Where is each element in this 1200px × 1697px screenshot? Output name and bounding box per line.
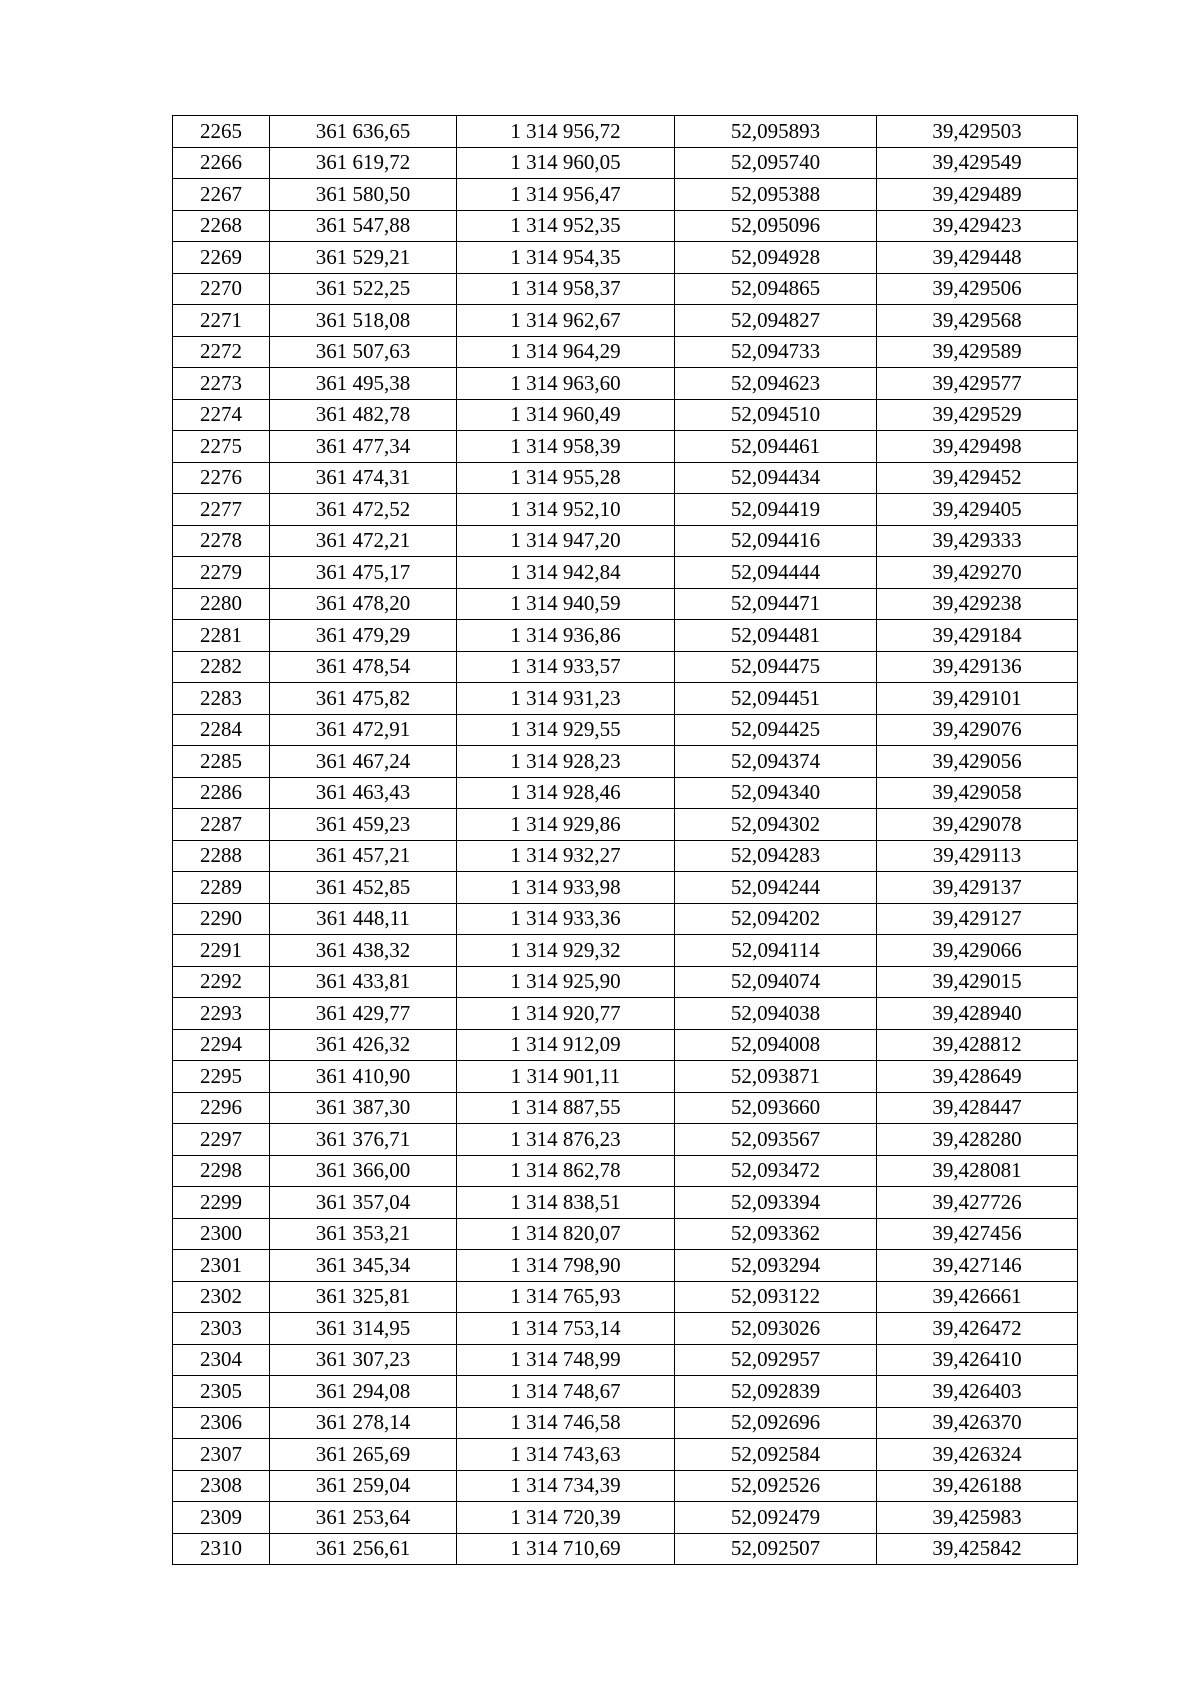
x-coordinate-cell: 361 314,95 bbox=[270, 1313, 457, 1345]
latitude-cell: 52,094510 bbox=[675, 399, 877, 431]
latitude-cell: 52,094202 bbox=[675, 903, 877, 935]
x-coordinate-cell: 361 307,23 bbox=[270, 1344, 457, 1376]
y-coordinate-cell: 1 314 862,78 bbox=[457, 1155, 675, 1187]
point-number-cell: 2284 bbox=[173, 714, 270, 746]
point-number-cell: 2279 bbox=[173, 557, 270, 589]
x-coordinate-cell: 361 376,71 bbox=[270, 1124, 457, 1156]
table-row bbox=[173, 1407, 1078, 1439]
x-coordinate-cell: 361 478,54 bbox=[270, 651, 457, 683]
table-row bbox=[173, 1344, 1078, 1376]
latitude-cell: 52,094865 bbox=[675, 273, 877, 305]
x-coordinate-cell: 361 426,32 bbox=[270, 1029, 457, 1061]
longitude-cell: 39,426410 bbox=[877, 1344, 1078, 1376]
point-number-cell: 2269 bbox=[173, 242, 270, 274]
x-coordinate-cell: 361 345,34 bbox=[270, 1250, 457, 1282]
longitude-cell: 39,429136 bbox=[877, 651, 1078, 683]
longitude-cell: 39,429448 bbox=[877, 242, 1078, 274]
table-row bbox=[173, 1439, 1078, 1471]
latitude-cell: 52,094928 bbox=[675, 242, 877, 274]
table-row bbox=[173, 399, 1078, 431]
point-number-cell: 2276 bbox=[173, 462, 270, 494]
x-coordinate-cell: 361 265,69 bbox=[270, 1439, 457, 1471]
point-number-cell: 2296 bbox=[173, 1092, 270, 1124]
y-coordinate-cell: 1 314 947,20 bbox=[457, 525, 675, 557]
table-row bbox=[173, 966, 1078, 998]
latitude-cell: 52,093122 bbox=[675, 1281, 877, 1313]
table-row bbox=[173, 273, 1078, 305]
x-coordinate-cell: 361 477,34 bbox=[270, 431, 457, 463]
latitude-cell: 52,094471 bbox=[675, 588, 877, 620]
x-coordinate-cell: 361 366,00 bbox=[270, 1155, 457, 1187]
x-coordinate-cell: 361 482,78 bbox=[270, 399, 457, 431]
point-number-cell: 2278 bbox=[173, 525, 270, 557]
table-row bbox=[173, 1502, 1078, 1534]
x-coordinate-cell: 361 357,04 bbox=[270, 1187, 457, 1219]
x-coordinate-cell: 361 253,64 bbox=[270, 1502, 457, 1534]
table-row bbox=[173, 1029, 1078, 1061]
x-coordinate-cell: 361 475,17 bbox=[270, 557, 457, 589]
point-number-cell: 2289 bbox=[173, 872, 270, 904]
coordinates-table bbox=[172, 115, 1078, 1565]
y-coordinate-cell: 1 314 876,23 bbox=[457, 1124, 675, 1156]
latitude-cell: 52,094733 bbox=[675, 336, 877, 368]
y-coordinate-cell: 1 314 734,39 bbox=[457, 1470, 675, 1502]
longitude-cell: 39,429078 bbox=[877, 809, 1078, 841]
x-coordinate-cell: 361 472,91 bbox=[270, 714, 457, 746]
latitude-cell: 52,095096 bbox=[675, 210, 877, 242]
y-coordinate-cell: 1 314 954,35 bbox=[457, 242, 675, 274]
x-coordinate-cell: 361 636,65 bbox=[270, 116, 457, 148]
table-row bbox=[173, 746, 1078, 778]
point-number-cell: 2267 bbox=[173, 179, 270, 211]
point-number-cell: 2302 bbox=[173, 1281, 270, 1313]
point-number-cell: 2301 bbox=[173, 1250, 270, 1282]
longitude-cell: 39,429506 bbox=[877, 273, 1078, 305]
longitude-cell: 39,429113 bbox=[877, 840, 1078, 872]
y-coordinate-cell: 1 314 958,37 bbox=[457, 273, 675, 305]
table-row bbox=[173, 525, 1078, 557]
x-coordinate-cell: 361 529,21 bbox=[270, 242, 457, 274]
table-row bbox=[173, 242, 1078, 274]
longitude-cell: 39,428812 bbox=[877, 1029, 1078, 1061]
y-coordinate-cell: 1 314 952,35 bbox=[457, 210, 675, 242]
table-row bbox=[173, 1218, 1078, 1250]
y-coordinate-cell: 1 314 960,05 bbox=[457, 147, 675, 179]
y-coordinate-cell: 1 314 838,51 bbox=[457, 1187, 675, 1219]
y-coordinate-cell: 1 314 963,60 bbox=[457, 368, 675, 400]
x-coordinate-cell: 361 410,90 bbox=[270, 1061, 457, 1093]
table-row bbox=[173, 777, 1078, 809]
x-coordinate-cell: 361 472,52 bbox=[270, 494, 457, 526]
x-coordinate-cell: 361 619,72 bbox=[270, 147, 457, 179]
latitude-cell: 52,093026 bbox=[675, 1313, 877, 1345]
table-row bbox=[173, 683, 1078, 715]
point-number-cell: 2288 bbox=[173, 840, 270, 872]
longitude-cell: 39,425842 bbox=[877, 1533, 1078, 1565]
longitude-cell: 39,427456 bbox=[877, 1218, 1078, 1250]
table-row bbox=[173, 903, 1078, 935]
x-coordinate-cell: 361 580,50 bbox=[270, 179, 457, 211]
point-number-cell: 2310 bbox=[173, 1533, 270, 1565]
longitude-cell: 39,427146 bbox=[877, 1250, 1078, 1282]
longitude-cell: 39,426324 bbox=[877, 1439, 1078, 1471]
longitude-cell: 39,429529 bbox=[877, 399, 1078, 431]
latitude-cell: 52,095893 bbox=[675, 116, 877, 148]
x-coordinate-cell: 361 259,04 bbox=[270, 1470, 457, 1502]
table-row bbox=[173, 1187, 1078, 1219]
longitude-cell: 39,429137 bbox=[877, 872, 1078, 904]
table-row bbox=[173, 305, 1078, 337]
point-number-cell: 2285 bbox=[173, 746, 270, 778]
x-coordinate-cell: 361 452,85 bbox=[270, 872, 457, 904]
longitude-cell: 39,429127 bbox=[877, 903, 1078, 935]
longitude-cell: 39,429066 bbox=[877, 935, 1078, 967]
y-coordinate-cell: 1 314 933,57 bbox=[457, 651, 675, 683]
point-number-cell: 2297 bbox=[173, 1124, 270, 1156]
latitude-cell: 52,092479 bbox=[675, 1502, 877, 1534]
table-row bbox=[173, 651, 1078, 683]
y-coordinate-cell: 1 314 710,69 bbox=[457, 1533, 675, 1565]
x-coordinate-cell: 361 547,88 bbox=[270, 210, 457, 242]
x-coordinate-cell: 361 495,38 bbox=[270, 368, 457, 400]
point-number-cell: 2277 bbox=[173, 494, 270, 526]
latitude-cell: 52,094623 bbox=[675, 368, 877, 400]
point-number-cell: 2273 bbox=[173, 368, 270, 400]
point-number-cell: 2274 bbox=[173, 399, 270, 431]
point-number-cell: 2283 bbox=[173, 683, 270, 715]
table-row bbox=[173, 147, 1078, 179]
point-number-cell: 2286 bbox=[173, 777, 270, 809]
y-coordinate-cell: 1 314 958,39 bbox=[457, 431, 675, 463]
table-row bbox=[173, 935, 1078, 967]
x-coordinate-cell: 361 353,21 bbox=[270, 1218, 457, 1250]
x-coordinate-cell: 361 459,23 bbox=[270, 809, 457, 841]
point-number-cell: 2299 bbox=[173, 1187, 270, 1219]
point-number-cell: 2294 bbox=[173, 1029, 270, 1061]
longitude-cell: 39,429568 bbox=[877, 305, 1078, 337]
table-row bbox=[173, 1124, 1078, 1156]
longitude-cell: 39,426188 bbox=[877, 1470, 1078, 1502]
latitude-cell: 52,093362 bbox=[675, 1218, 877, 1250]
y-coordinate-cell: 1 314 955,28 bbox=[457, 462, 675, 494]
point-number-cell: 2309 bbox=[173, 1502, 270, 1534]
x-coordinate-cell: 361 472,21 bbox=[270, 525, 457, 557]
table-row bbox=[173, 1376, 1078, 1408]
y-coordinate-cell: 1 314 798,90 bbox=[457, 1250, 675, 1282]
longitude-cell: 39,429101 bbox=[877, 683, 1078, 715]
point-number-cell: 2275 bbox=[173, 431, 270, 463]
longitude-cell: 39,429489 bbox=[877, 179, 1078, 211]
latitude-cell: 52,094444 bbox=[675, 557, 877, 589]
x-coordinate-cell: 361 438,32 bbox=[270, 935, 457, 967]
latitude-cell: 52,094008 bbox=[675, 1029, 877, 1061]
table-row bbox=[173, 494, 1078, 526]
latitude-cell: 52,094434 bbox=[675, 462, 877, 494]
longitude-cell: 39,429423 bbox=[877, 210, 1078, 242]
y-coordinate-cell: 1 314 956,47 bbox=[457, 179, 675, 211]
table-row bbox=[173, 336, 1078, 368]
point-number-cell: 2303 bbox=[173, 1313, 270, 1345]
y-coordinate-cell: 1 314 912,09 bbox=[457, 1029, 675, 1061]
longitude-cell: 39,429015 bbox=[877, 966, 1078, 998]
y-coordinate-cell: 1 314 887,55 bbox=[457, 1092, 675, 1124]
point-number-cell: 2291 bbox=[173, 935, 270, 967]
y-coordinate-cell: 1 314 765,93 bbox=[457, 1281, 675, 1313]
table-row bbox=[173, 872, 1078, 904]
latitude-cell: 52,094302 bbox=[675, 809, 877, 841]
latitude-cell: 52,092839 bbox=[675, 1376, 877, 1408]
y-coordinate-cell: 1 314 940,59 bbox=[457, 588, 675, 620]
point-number-cell: 2282 bbox=[173, 651, 270, 683]
table-row bbox=[173, 557, 1078, 589]
latitude-cell: 52,092507 bbox=[675, 1533, 877, 1565]
point-number-cell: 2280 bbox=[173, 588, 270, 620]
longitude-cell: 39,426472 bbox=[877, 1313, 1078, 1345]
x-coordinate-cell: 361 278,14 bbox=[270, 1407, 457, 1439]
x-coordinate-cell: 361 448,11 bbox=[270, 903, 457, 935]
longitude-cell: 39,429238 bbox=[877, 588, 1078, 620]
table-row bbox=[173, 1155, 1078, 1187]
latitude-cell: 52,094416 bbox=[675, 525, 877, 557]
table-row bbox=[173, 1470, 1078, 1502]
longitude-cell: 39,428940 bbox=[877, 998, 1078, 1030]
longitude-cell: 39,428447 bbox=[877, 1092, 1078, 1124]
table-row bbox=[173, 179, 1078, 211]
x-coordinate-cell: 361 325,81 bbox=[270, 1281, 457, 1313]
x-coordinate-cell: 361 474,31 bbox=[270, 462, 457, 494]
point-number-cell: 2266 bbox=[173, 147, 270, 179]
longitude-cell: 39,426403 bbox=[877, 1376, 1078, 1408]
table-row bbox=[173, 620, 1078, 652]
point-number-cell: 2292 bbox=[173, 966, 270, 998]
longitude-cell: 39,429405 bbox=[877, 494, 1078, 526]
latitude-cell: 52,094475 bbox=[675, 651, 877, 683]
latitude-cell: 52,094340 bbox=[675, 777, 877, 809]
y-coordinate-cell: 1 314 901,11 bbox=[457, 1061, 675, 1093]
table-row bbox=[173, 1281, 1078, 1313]
latitude-cell: 52,094114 bbox=[675, 935, 877, 967]
longitude-cell: 39,428081 bbox=[877, 1155, 1078, 1187]
table-row bbox=[173, 462, 1078, 494]
y-coordinate-cell: 1 314 931,23 bbox=[457, 683, 675, 715]
latitude-cell: 52,094038 bbox=[675, 998, 877, 1030]
point-number-cell: 2305 bbox=[173, 1376, 270, 1408]
x-coordinate-cell: 361 475,82 bbox=[270, 683, 457, 715]
longitude-cell: 39,425983 bbox=[877, 1502, 1078, 1534]
latitude-cell: 52,094451 bbox=[675, 683, 877, 715]
longitude-cell: 39,429589 bbox=[877, 336, 1078, 368]
latitude-cell: 52,092526 bbox=[675, 1470, 877, 1502]
longitude-cell: 39,429503 bbox=[877, 116, 1078, 148]
point-number-cell: 2295 bbox=[173, 1061, 270, 1093]
y-coordinate-cell: 1 314 933,98 bbox=[457, 872, 675, 904]
longitude-cell: 39,428280 bbox=[877, 1124, 1078, 1156]
x-coordinate-cell: 361 463,43 bbox=[270, 777, 457, 809]
longitude-cell: 39,429333 bbox=[877, 525, 1078, 557]
y-coordinate-cell: 1 314 952,10 bbox=[457, 494, 675, 526]
table-row bbox=[173, 368, 1078, 400]
longitude-cell: 39,428649 bbox=[877, 1061, 1078, 1093]
point-number-cell: 2270 bbox=[173, 273, 270, 305]
table-row bbox=[173, 116, 1078, 148]
latitude-cell: 52,093567 bbox=[675, 1124, 877, 1156]
latitude-cell: 52,093871 bbox=[675, 1061, 877, 1093]
y-coordinate-cell: 1 314 942,84 bbox=[457, 557, 675, 589]
point-number-cell: 2281 bbox=[173, 620, 270, 652]
y-coordinate-cell: 1 314 720,39 bbox=[457, 1502, 675, 1534]
longitude-cell: 39,429076 bbox=[877, 714, 1078, 746]
latitude-cell: 52,094419 bbox=[675, 494, 877, 526]
longitude-cell: 39,429270 bbox=[877, 557, 1078, 589]
longitude-cell: 39,429498 bbox=[877, 431, 1078, 463]
latitude-cell: 52,094425 bbox=[675, 714, 877, 746]
latitude-cell: 52,094461 bbox=[675, 431, 877, 463]
y-coordinate-cell: 1 314 928,46 bbox=[457, 777, 675, 809]
point-number-cell: 2271 bbox=[173, 305, 270, 337]
point-number-cell: 2265 bbox=[173, 116, 270, 148]
latitude-cell: 52,093472 bbox=[675, 1155, 877, 1187]
y-coordinate-cell: 1 314 960,49 bbox=[457, 399, 675, 431]
y-coordinate-cell: 1 314 753,14 bbox=[457, 1313, 675, 1345]
x-coordinate-cell: 361 256,61 bbox=[270, 1533, 457, 1565]
y-coordinate-cell: 1 314 933,36 bbox=[457, 903, 675, 935]
x-coordinate-cell: 361 518,08 bbox=[270, 305, 457, 337]
longitude-cell: 39,429577 bbox=[877, 368, 1078, 400]
y-coordinate-cell: 1 314 928,23 bbox=[457, 746, 675, 778]
x-coordinate-cell: 361 429,77 bbox=[270, 998, 457, 1030]
x-coordinate-cell: 361 387,30 bbox=[270, 1092, 457, 1124]
latitude-cell: 52,094283 bbox=[675, 840, 877, 872]
y-coordinate-cell: 1 314 748,99 bbox=[457, 1344, 675, 1376]
y-coordinate-cell: 1 314 964,29 bbox=[457, 336, 675, 368]
y-coordinate-cell: 1 314 929,55 bbox=[457, 714, 675, 746]
longitude-cell: 39,429549 bbox=[877, 147, 1078, 179]
point-number-cell: 2306 bbox=[173, 1407, 270, 1439]
point-number-cell: 2308 bbox=[173, 1470, 270, 1502]
latitude-cell: 52,093394 bbox=[675, 1187, 877, 1219]
point-number-cell: 2298 bbox=[173, 1155, 270, 1187]
y-coordinate-cell: 1 314 932,27 bbox=[457, 840, 675, 872]
latitude-cell: 52,093294 bbox=[675, 1250, 877, 1282]
x-coordinate-cell: 361 457,21 bbox=[270, 840, 457, 872]
point-number-cell: 2290 bbox=[173, 903, 270, 935]
x-coordinate-cell: 361 479,29 bbox=[270, 620, 457, 652]
latitude-cell: 52,095388 bbox=[675, 179, 877, 211]
table-row bbox=[173, 210, 1078, 242]
latitude-cell: 52,094827 bbox=[675, 305, 877, 337]
table-row bbox=[173, 1250, 1078, 1282]
y-coordinate-cell: 1 314 929,32 bbox=[457, 935, 675, 967]
x-coordinate-cell: 361 433,81 bbox=[270, 966, 457, 998]
y-coordinate-cell: 1 314 962,67 bbox=[457, 305, 675, 337]
point-number-cell: 2287 bbox=[173, 809, 270, 841]
table-row bbox=[173, 1313, 1078, 1345]
latitude-cell: 52,092957 bbox=[675, 1344, 877, 1376]
latitude-cell: 52,092696 bbox=[675, 1407, 877, 1439]
table-row bbox=[173, 809, 1078, 841]
x-coordinate-cell: 361 507,63 bbox=[270, 336, 457, 368]
table-row bbox=[173, 998, 1078, 1030]
latitude-cell: 52,093660 bbox=[675, 1092, 877, 1124]
y-coordinate-cell: 1 314 956,72 bbox=[457, 116, 675, 148]
longitude-cell: 39,429452 bbox=[877, 462, 1078, 494]
y-coordinate-cell: 1 314 920,77 bbox=[457, 998, 675, 1030]
longitude-cell: 39,429184 bbox=[877, 620, 1078, 652]
y-coordinate-cell: 1 314 820,07 bbox=[457, 1218, 675, 1250]
longitude-cell: 39,429056 bbox=[877, 746, 1078, 778]
longitude-cell: 39,426370 bbox=[877, 1407, 1078, 1439]
longitude-cell: 39,427726 bbox=[877, 1187, 1078, 1219]
point-number-cell: 2300 bbox=[173, 1218, 270, 1250]
table-row bbox=[173, 588, 1078, 620]
table-row bbox=[173, 714, 1078, 746]
point-number-cell: 2272 bbox=[173, 336, 270, 368]
point-number-cell: 2307 bbox=[173, 1439, 270, 1471]
x-coordinate-cell: 361 467,24 bbox=[270, 746, 457, 778]
longitude-cell: 39,426661 bbox=[877, 1281, 1078, 1313]
latitude-cell: 52,094074 bbox=[675, 966, 877, 998]
latitude-cell: 52,095740 bbox=[675, 147, 877, 179]
x-coordinate-cell: 361 478,20 bbox=[270, 588, 457, 620]
point-number-cell: 2268 bbox=[173, 210, 270, 242]
latitude-cell: 52,092584 bbox=[675, 1439, 877, 1471]
table-row bbox=[173, 1092, 1078, 1124]
y-coordinate-cell: 1 314 925,90 bbox=[457, 966, 675, 998]
longitude-cell: 39,429058 bbox=[877, 777, 1078, 809]
y-coordinate-cell: 1 314 929,86 bbox=[457, 809, 675, 841]
latitude-cell: 52,094374 bbox=[675, 746, 877, 778]
y-coordinate-cell: 1 314 748,67 bbox=[457, 1376, 675, 1408]
latitude-cell: 52,094244 bbox=[675, 872, 877, 904]
x-coordinate-cell: 361 522,25 bbox=[270, 273, 457, 305]
y-coordinate-cell: 1 314 743,63 bbox=[457, 1439, 675, 1471]
y-coordinate-cell: 1 314 746,58 bbox=[457, 1407, 675, 1439]
table-row bbox=[173, 1533, 1078, 1565]
x-coordinate-cell: 361 294,08 bbox=[270, 1376, 457, 1408]
latitude-cell: 52,094481 bbox=[675, 620, 877, 652]
coordinates-table-body bbox=[173, 116, 1078, 1565]
table-row bbox=[173, 431, 1078, 463]
y-coordinate-cell: 1 314 936,86 bbox=[457, 620, 675, 652]
point-number-cell: 2293 bbox=[173, 998, 270, 1030]
point-number-cell: 2304 bbox=[173, 1344, 270, 1376]
table-row bbox=[173, 1061, 1078, 1093]
table-row bbox=[173, 840, 1078, 872]
